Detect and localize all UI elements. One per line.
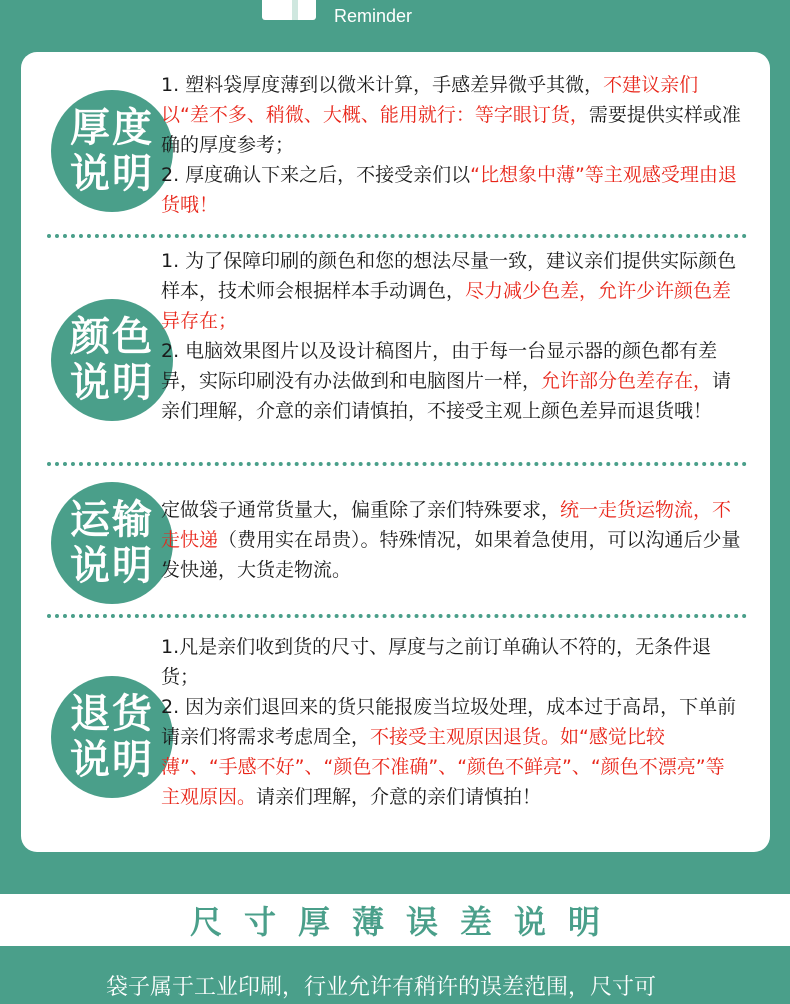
section-badge (51, 299, 173, 421)
section-badge (51, 482, 173, 604)
badge-line-2: 说明 (70, 360, 154, 406)
body-text: 1.凡是亲们收到货的尺寸、厚度与之前订单确认不符的，无条件退货； (161, 636, 712, 688)
bottom-text: 袋子属于工业印刷，行业允许有稍许的误差范围，尺寸可 (106, 975, 657, 1000)
band-title: 尺寸厚薄误差说明 (189, 903, 622, 941)
highlight-text: 不接受主观原因退货。如“感觉比较薄”、“手感不好”、“颜色不准确”、“颜色不鲜亮”、“颜色不漂亮”等主观原因。 (161, 726, 725, 808)
badge-line-2: 说明 (70, 151, 154, 197)
badge-line-1: 退货 (70, 691, 154, 737)
paragraph (161, 495, 741, 585)
paragraph (161, 246, 741, 336)
paragraph (161, 160, 741, 220)
section-returns (21, 622, 770, 847)
section-text (161, 246, 741, 426)
body-text: （费用实在昂贵）。特殊情况，如果着急使用，可以沟通后少量发快递，大货走物流。 (161, 529, 741, 581)
section-text (161, 632, 741, 812)
section-shipping (21, 470, 770, 610)
dotted-divider (47, 462, 747, 466)
section-badge (51, 676, 173, 798)
body-text: 请亲们理解，介意的亲们请慎拍，不接受主观上颜色差异而退货哦！ (161, 370, 732, 422)
body-text: 请亲们理解，介意的亲们请慎拍！ (256, 786, 542, 808)
highlight-text: 允许部分色差存在， (541, 370, 713, 392)
top-bar (0, 0, 790, 52)
badge-line-2: 说明 (70, 737, 154, 783)
paragraph (161, 70, 741, 160)
section-thickness (21, 60, 770, 240)
body-text: 1. 塑料袋厚度薄到以微米计算，手感差异微乎其微， (161, 74, 604, 96)
body-text: 2. 电脑效果图片以及设计稿图片，由于每一台显示器的颜色都有差异，实际印刷没有办法做到和电脑图片一样， (161, 340, 718, 392)
section-badge (51, 90, 173, 212)
highlight-text: 统一走货运物流，不走快递 (161, 499, 732, 551)
section-text (161, 495, 741, 585)
paragraph (161, 692, 741, 812)
badge-line-1: 运输 (70, 497, 154, 543)
badge-line-1: 厚度 (70, 105, 154, 151)
section-text (161, 70, 741, 220)
dotted-divider (47, 234, 747, 238)
highlight-text: 尽力减少色差，允许少许颜色差异存在； (161, 280, 732, 332)
logo-mark (262, 0, 316, 20)
body-text: 需要提供实样或准确的厚度参考； (161, 104, 741, 156)
highlight-text: 不建议亲们以“差不多、稍微、大概、能用就行：等字眼订货， (161, 74, 699, 126)
badge-line-2: 说明 (70, 543, 154, 589)
reminder-label: Reminder (334, 6, 413, 26)
body-text: 定做袋子通常货量大，偏重除了亲们特殊要求， (161, 499, 561, 521)
badge-line-1: 颜色 (70, 314, 154, 360)
highlight-text: 等主观感受理由退货哦！ (161, 164, 737, 216)
dotted-divider (47, 614, 747, 618)
body-text: 1. 为了保障印刷的颜色和您的想法尽量一致，建议亲们提供实际颜色样本，技术师会根据样本手动调色， (161, 250, 737, 302)
body-text: 2. 厚度确认下来之后，不接受亲们以 (161, 164, 471, 186)
highlight-text: “比想象中薄” (470, 164, 585, 186)
section-color (21, 242, 770, 462)
notice-card (21, 52, 770, 852)
paragraph (161, 336, 741, 426)
paragraph (161, 632, 741, 692)
body-text: 2. 因为亲们退回来的货只能报废当垃圾处理，成本过于高昂，下单前请亲们将需求考虑周全， (161, 696, 737, 748)
section-band (0, 894, 790, 946)
